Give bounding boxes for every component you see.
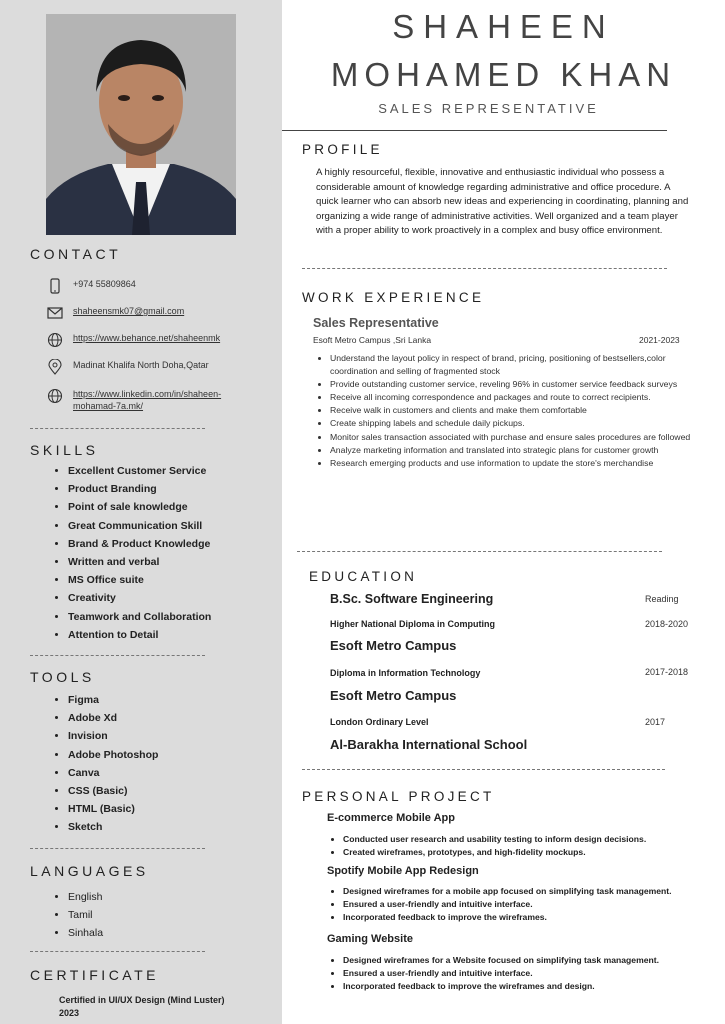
school-name: Esoft Metro Campus <box>330 688 457 703</box>
contact-behance[interactable] <box>46 332 220 348</box>
list-item: • Invision <box>68 727 158 745</box>
project-bullets <box>326 833 723 859</box>
certificate-heading: CERTIFICATE <box>30 967 159 983</box>
list-item: • Sketch <box>68 818 158 836</box>
tools-heading: TOOLS <box>30 669 95 685</box>
skills-list <box>46 462 211 644</box>
location-pin-icon <box>46 359 64 375</box>
list-item: • Canva <box>68 764 158 782</box>
list-item: • Attention to Detail <box>68 626 211 644</box>
list-item: • Sinhala <box>68 924 103 942</box>
list-item: • CSS (Basic) <box>68 782 158 800</box>
diploma-title: Diploma in Information Technology <box>330 668 481 678</box>
list-item: • HTML (Basic) <box>68 800 158 818</box>
job-role: SALES REPRESENTATIVE <box>378 101 599 116</box>
contact-address <box>46 359 209 375</box>
header-rule <box>282 130 667 131</box>
contact-email[interactable] <box>46 305 184 321</box>
divider <box>302 769 665 770</box>
education-heading: EDUCATION <box>309 569 418 584</box>
list-item: • Written and verbal <box>68 553 211 571</box>
list-item: • Receive all incoming correspondence and packages and route to correct recipients. <box>330 391 702 404</box>
list-item: • Analyze marketing information and translated into strategic plans for customer growth <box>330 444 702 457</box>
list-item: • Adobe Xd <box>68 709 158 727</box>
list-item: • Receive walk in customers and clients and make them comfortable <box>330 404 702 417</box>
list-item: • Product Branding <box>68 480 211 498</box>
contact-phone <box>46 278 136 294</box>
list-item: • Point of sale knowledge <box>68 498 211 516</box>
ordinary-level-year: 2017 <box>645 717 666 727</box>
experience-bullets <box>312 352 702 470</box>
list-item: • Created wireframes, prototypes, and high-fidelity mockups. <box>343 846 723 859</box>
list-item: • Research emerging products and use information to update the store's merchandise <box>330 457 702 470</box>
list-item: • Designed wireframes for a Website focused on simplifying task management. <box>343 954 723 967</box>
phone-icon <box>46 278 64 294</box>
list-item: • Understand the layout policy in respect of brand, pricing, positioning of bestsellers,color coordination and selling of fragmented stock <box>330 352 702 378</box>
list-item: • Ensured a user-friendly and intuitive interface. <box>343 967 723 980</box>
list-item: • MS Office suite <box>68 571 211 589</box>
profile-text: A highly resourceful, flexible, innovative and enthusiastic individual who possess a considerable amount of knowledge regarding administrative and office procedure. A quick learner who can absorb new ideas and experiencing in coordinating, planning and organizing a wide range of administrative activities. Well organized and a team player with a proper ability to work proactively in a complex and busy office environment. <box>316 167 689 236</box>
tools-list <box>46 691 158 837</box>
certificate-entry <box>59 994 225 1020</box>
list-item: • Teamwork and Collaboration <box>68 608 211 626</box>
globe-icon <box>46 332 64 348</box>
languages-list <box>46 888 103 943</box>
languages-heading: LANGUAGES <box>30 863 149 879</box>
project-title: Gaming Website <box>327 933 413 945</box>
name-last: MOHAMED KHAN <box>330 56 677 93</box>
divider <box>30 655 205 656</box>
person-portrait-icon <box>46 14 236 235</box>
certificate-year: 2023 <box>59 1008 80 1018</box>
list-item: • Figma <box>68 691 158 709</box>
divider <box>30 848 205 849</box>
job-years: 2021-2023 <box>639 335 680 345</box>
divider <box>297 551 662 552</box>
profile-heading: PROFILE <box>302 142 383 157</box>
list-item: • English <box>68 888 103 906</box>
job-title: Sales Representative <box>313 316 439 330</box>
degree-status: Reading <box>645 594 679 604</box>
list-item: • Monitor sales transaction associated with purchase and ensure sales procedures are followed <box>330 431 702 444</box>
list-item: • Designed wireframes for a mobile app focused on simplifying task management. <box>343 885 723 898</box>
profile-photo <box>46 14 236 235</box>
sidebar <box>0 0 282 1024</box>
linkedin-link[interactable]: https://www.linkedin.com/in/shaheen-mohamad-7a.mk/ <box>73 389 222 411</box>
school-name: Esoft Metro Campus <box>330 638 457 653</box>
list-item: • Provide outstanding customer service, reveling 96% in customer service feedback surveys <box>330 378 702 391</box>
diploma-years: 2017-2018 <box>645 667 689 677</box>
list-item: • Creativity <box>68 589 211 607</box>
email-icon <box>46 305 64 321</box>
skills-heading: SKILLS <box>30 442 99 458</box>
project-title: E-commerce Mobile App <box>327 812 455 824</box>
behance-link[interactable]: https://www.behance.net/shaheenmk <box>73 333 221 343</box>
projects-heading: PERSONAL PROJECT <box>302 789 495 804</box>
list-item: • Conducted user research and usability testing to inform design decisions. <box>343 833 723 846</box>
contact-linkedin[interactable] <box>46 388 248 412</box>
certificate-name: Certified in UI/UX Design (Mind Luster) <box>59 995 225 1005</box>
globe-icon <box>46 388 64 404</box>
email-link[interactable]: shaheensmk07@gmail.com <box>73 306 185 316</box>
list-item: • Create shipping labels and schedule daily pickups. <box>330 417 702 430</box>
diploma-years: 2018-2020 <box>645 619 689 629</box>
contact-heading: CONTACT <box>30 246 122 262</box>
list-item: • Tamil <box>68 906 103 924</box>
list-item: • Great Communication Skill <box>68 517 211 535</box>
school-name: Al-Barakha International School <box>330 737 528 752</box>
divider <box>30 951 205 952</box>
diploma-title: Higher National Diploma in Computing <box>330 619 495 629</box>
experience-heading: WORK EXPERIENCE <box>302 290 485 305</box>
project-title: Spotify Mobile App Redesign <box>327 865 479 877</box>
name-first: SHAHEEN <box>392 8 615 45</box>
divider <box>302 268 667 269</box>
list-item: • Incorporated feedback to improve the wireframes and design. <box>343 980 723 993</box>
list-item: • Adobe Photoshop <box>68 746 158 764</box>
list-item: • Brand & Product Knowledge <box>68 535 211 553</box>
job-organization: Esoft Metro Campus ,Sri Lanka <box>313 335 432 345</box>
project-bullets <box>326 885 723 925</box>
address-text: Madinat Khalifa North Doha,Qatar <box>73 360 209 370</box>
project-bullets <box>326 954 723 994</box>
list-item: • Excellent Customer Service <box>68 462 211 480</box>
list-item: • Ensured a user-friendly and intuitive interface. <box>343 898 723 911</box>
phone-text: +974 55809864 <box>73 279 136 289</box>
ordinary-level-title: London Ordinary Level <box>330 717 429 727</box>
degree-title: B.Sc. Software Engineering <box>330 592 494 606</box>
list-item: • Incorporated feedback to improve the wireframes. <box>343 911 723 924</box>
divider <box>30 428 205 429</box>
